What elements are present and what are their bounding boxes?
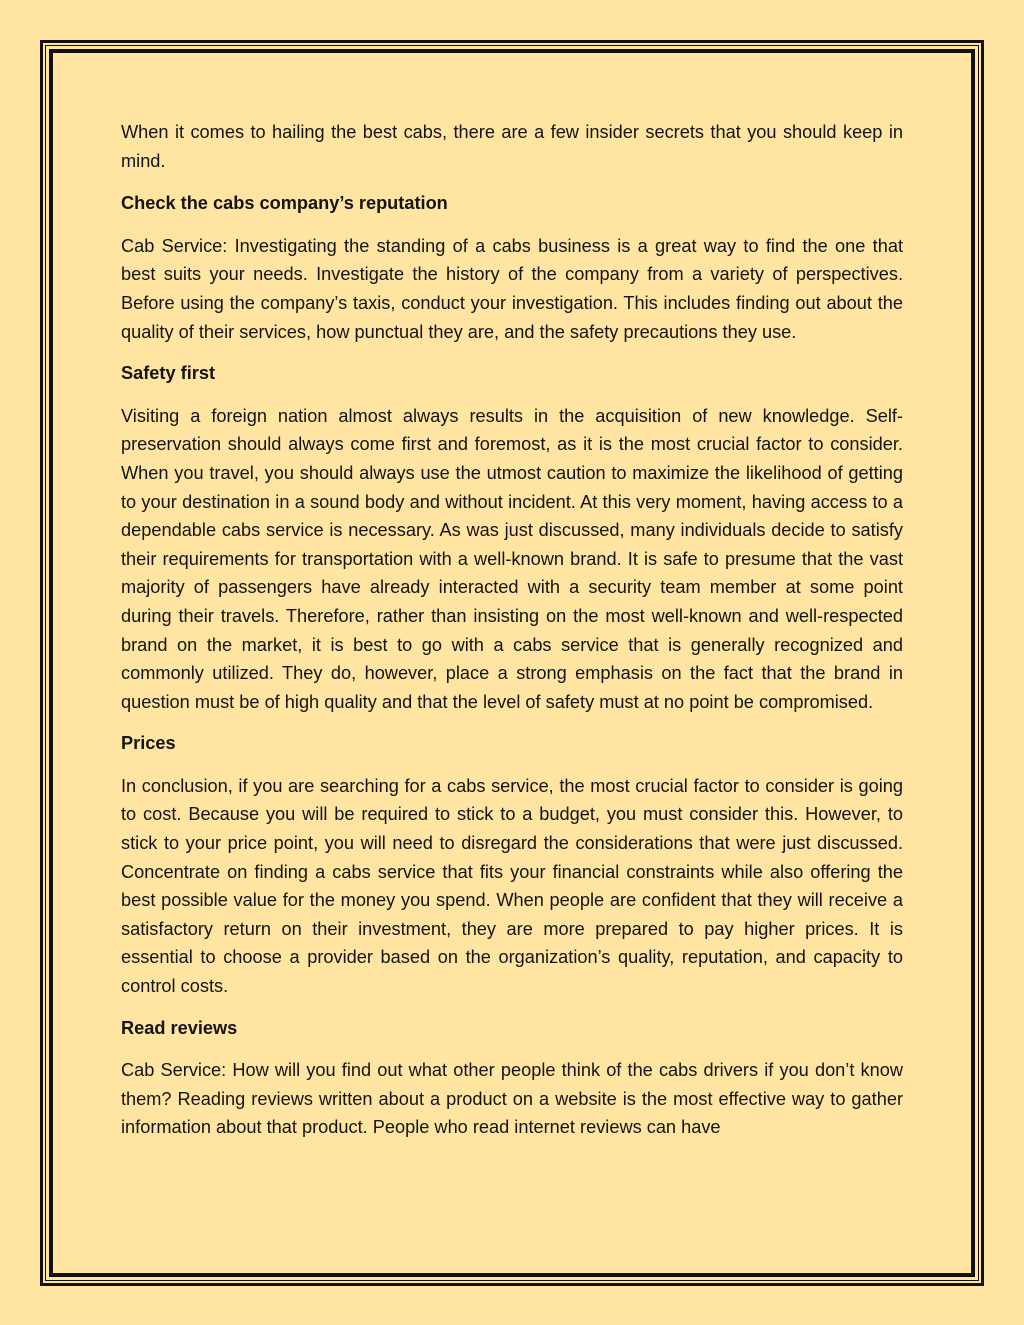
section-heading-safety: Safety first — [121, 363, 216, 384]
section-body-prices: In conclusion, if you are searching for a cabs service, the most crucial factor to consider is going to cost. Because you will be required to stick to a budget, you must consider this. However, to stick to your price point, you will need to disregard the considerations that were just discussed. Concentrate on finding a cabs service that fits your financial constraints while also offering the best possible value for the money you spend. When people are confident that they will receive a satisfactory return on their investment, they are more prepared to pay higher prices. It is essential to choose a provider based on the organization’s quality, reputation, and capacity to control costs. — [121, 775, 903, 997]
document-body — [121, 118, 903, 1155]
section-body-reviews: Cab Service: How will you find out what other people think of the cabs drivers if you don’t know them? Reading reviews written about a product on a website is the most effective way to gather information about that product. People who read internet reviews can have — [121, 1060, 903, 1138]
section-heading-reputation: Check the cabs company’s reputation — [121, 193, 448, 214]
section-heading-reviews: Read reviews — [121, 1017, 238, 1038]
section-body-safety: Visiting a foreign nation almost always results in the acquisition of new knowledge. Self-preservation should always come first and foremost, as it is the most crucial factor to consider. When you travel, you should always use the utmost caution to maximize the likelihood of getting to your destination in a sound body and without incident. At this very moment, having access to a dependable cabs service is necessary. As was just discussed, many individuals decide to satisfy their requirements for transportation with a well-known brand. It is safe to presume that the vast majority of passengers have already interacted with a security team member at some point during their travels. Therefore, rather than insisting on the most well-known and well-respected brand on the market, it is best to go with a cabs service that is generally recognized and commonly utilized. They do, however, place a strong emphasis on the fact that the brand in question must be of high quality and that the level of safety must at no point be compromised. — [121, 405, 903, 712]
section-heading-prices: Prices — [121, 733, 176, 754]
intro-paragraph: When it comes to hailing the best cabs, there are a few insider secrets that you should keep in mind. — [121, 122, 903, 171]
section-body-reputation: Cab Service: Investigating the standing of a cabs business is a great way to find the one that best suits your needs. Investigate the history of the company from a variety of perspectives. Before using the company’s taxis, conduct your investigation. This includes finding out about the quality of their services, how punctual they are, and the safety precautions they use. — [121, 235, 903, 342]
